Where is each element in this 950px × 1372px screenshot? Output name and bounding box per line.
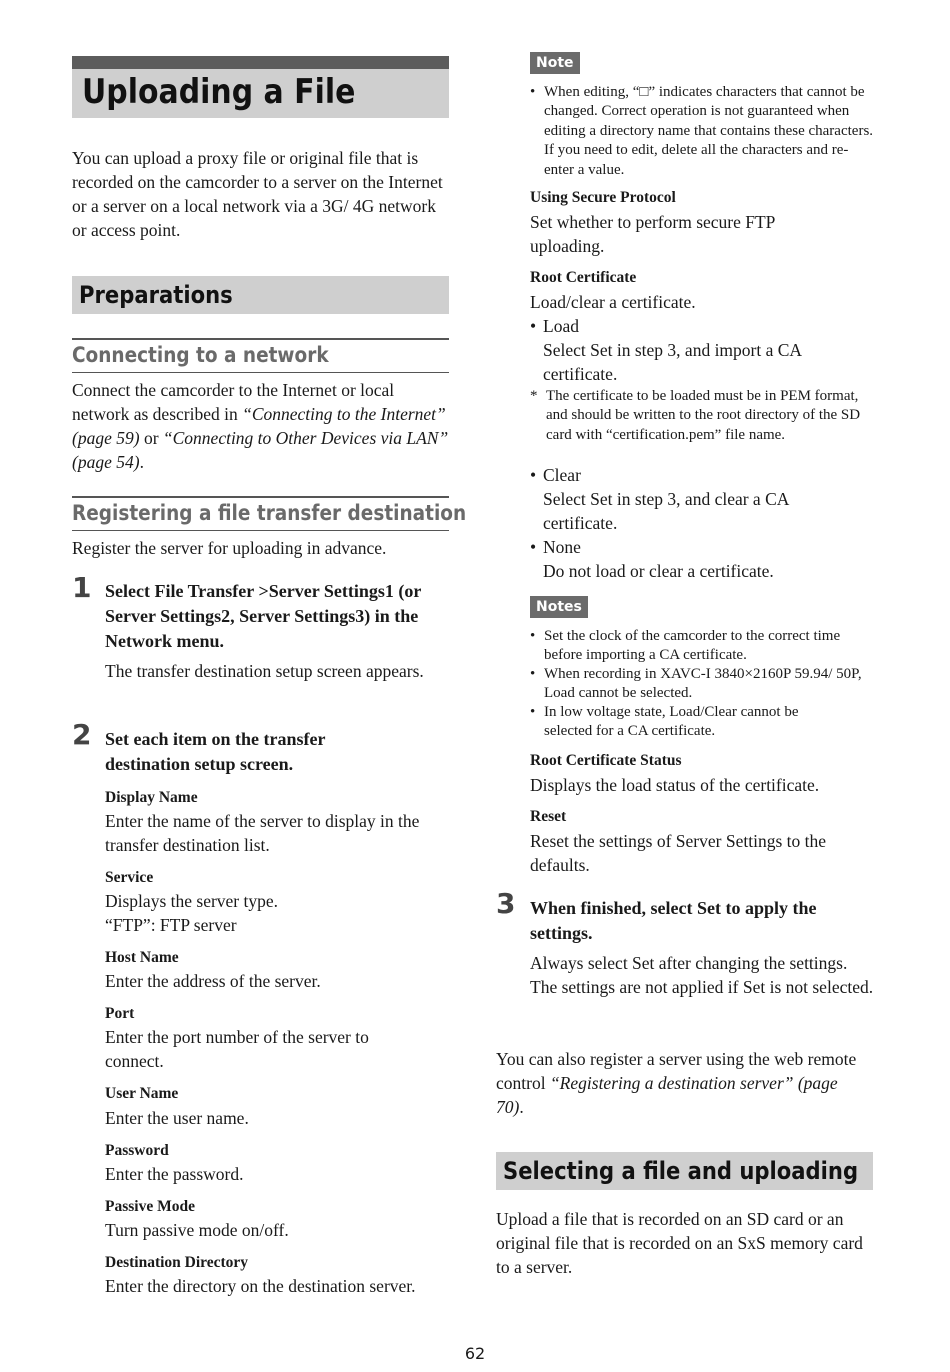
item-label-service: Service [105, 869, 154, 886]
note-badge: Note [530, 52, 580, 74]
reset-desc: Reset the settings of Server Settings to the defaults. [530, 831, 826, 875]
load-option-bullet: • [530, 316, 537, 336]
page-number: 62 [464, 1344, 486, 1363]
registering-text: Register the server for uploading in advance. [72, 538, 387, 558]
item-label-port: Port [105, 1005, 135, 1022]
step-1-number: 1 [72, 571, 92, 604]
clear-option-bullet: • [530, 465, 537, 485]
connecting-heading: Connecting to a network [72, 343, 329, 367]
step-3-body: Always select Set after changing the settings. The settings are not applied if Set is not selected. [530, 953, 874, 997]
reset-label: Reset [530, 808, 567, 825]
item-desc-display-name: Enter the name of the server to display in the transfer destination list. [105, 811, 420, 855]
footnote-mark: * [530, 388, 538, 404]
item-desc-passive-mode: Turn passive mode on/off. [105, 1220, 289, 1240]
footnote-text: The certificate to be loaded must be in PEM format, and should be written to the root directory of the SD card with “certification.pem” file name. [546, 388, 861, 443]
none-option-name: None [543, 537, 581, 557]
bullet: • [530, 628, 536, 644]
notes-item-text: In low voltage state, Load/Clear cannot be selected for a CA certificate. [544, 704, 799, 740]
step-2-number: 2 [72, 718, 92, 751]
clear-option-name: Clear [543, 465, 581, 485]
step-1-body: The transfer destination setup screen appears. [105, 661, 424, 681]
step-3-number: 3 [496, 887, 516, 920]
web-remote-text-a: You can also register a server using the web remote control [496, 1049, 857, 1093]
bullet: • [530, 704, 536, 720]
none-option-bullet: • [530, 537, 537, 557]
root-certificate-label: Root Certificate [530, 269, 637, 286]
item-desc-destination-directory: Enter the directory on the destination server. [105, 1276, 416, 1296]
secure-protocol-label: Using Secure Protocol [530, 189, 676, 206]
root-certificate-desc: Load/clear a certificate. [530, 292, 696, 312]
item-desc-password: Enter the password. [105, 1164, 244, 1184]
connecting-ref-lan[interactable]: “Connecting to Other Devices via LAN” (page 54) [72, 428, 449, 472]
step-1-heading: Select File Transfer >Server Settings1 (or Server Settings2, Server Settings3) in the Network menu. [105, 581, 422, 651]
selecting-heading: Selecting a file and uploading [503, 1157, 859, 1185]
item-label-user-name: User Name [105, 1085, 179, 1102]
intro-text: You can upload a proxy file or original file that is recorded on the camcorder to a server on the Internet or a server on a local network via a 3G/ 4G network or access point. [72, 148, 443, 240]
item-desc-service-ftp: “FTP”: FTP server [105, 915, 237, 935]
registering-heading: Registering a file transfer destination [72, 501, 467, 525]
item-desc-host-name: Enter the address of the server. [105, 971, 321, 991]
notes-badge: Notes [530, 596, 588, 618]
registering-heading-block [72, 496, 467, 531]
item-label-passive-mode: Passive Mode [105, 1198, 195, 1215]
preparations-heading: Preparations [79, 281, 233, 309]
page-title: Uploading a File [82, 72, 356, 112]
none-option-desc: Do not load or clear a certificate. [543, 561, 774, 581]
secure-protocol-desc: Set whether to perform secure FTP uploading. [530, 212, 775, 256]
title-bar [72, 56, 449, 69]
note-item-text: When editing, “□” indicates characters that cannot be changed. Correct operation is not guaranteed when editing a directory name that contains these characters. If you need to edit, delete all the characters and re-enter a value. [544, 84, 874, 178]
connecting-ref-internet[interactable]: “Connecting to the Internet” (page 59) [72, 404, 446, 448]
connecting-text-a: Connect the camcorder to the Internet or local network as described in [72, 380, 395, 424]
bullet: • [530, 666, 536, 682]
notes-item-text: Set the clock of the camcorder to the correct time before importing a CA certificate. [544, 628, 841, 664]
connecting-heading-block [72, 338, 449, 373]
item-label-host-name: Host Name [105, 949, 179, 966]
item-label-destination-directory: Destination Directory [105, 1254, 249, 1271]
step-2-heading: Set each item on the transfer destination setup screen. [105, 729, 326, 774]
item-label-password: Password [105, 1142, 169, 1159]
item-desc-user-name: Enter the user name. [105, 1108, 249, 1128]
bullet: • [530, 84, 536, 100]
connecting-text-b: or [139, 428, 163, 448]
load-option-name: Load [543, 316, 579, 336]
selecting-text: Upload a file that is recorded on an SD card or an original file that is recorded on an SxS memory card to a server. [496, 1209, 863, 1277]
web-remote-ref[interactable]: “Registering a destination server” (page 70) [496, 1073, 838, 1117]
clear-option-desc: Select Set in step 3, and clear a CA certificate. [543, 489, 789, 533]
notes-item-text: When recording in XAVC-I 3840×2160P 59.94/ 50P, Load cannot be selected. [544, 666, 862, 702]
web-remote-text [496, 1047, 866, 1119]
connecting-text-c: . [139, 452, 144, 472]
preparations-heading-block [72, 276, 449, 314]
selecting-heading-block [496, 1152, 873, 1190]
item-desc-port: Enter the port number of the server to connect. [105, 1027, 369, 1071]
cert-status-desc: Displays the load status of the certificate. [530, 775, 820, 795]
cert-status-label: Root Certificate Status [530, 752, 682, 769]
item-desc-service: Displays the server type. [105, 891, 279, 911]
load-option-desc: Select Set in step 3, and import a CA certificate. [543, 340, 802, 384]
connecting-text [72, 378, 450, 474]
web-remote-text-end: . [519, 1097, 524, 1117]
step-3-heading: When finished, select Set to apply the settings. [530, 898, 817, 943]
page-title-block [72, 56, 449, 118]
item-label-display-name: Display Name [105, 789, 198, 806]
